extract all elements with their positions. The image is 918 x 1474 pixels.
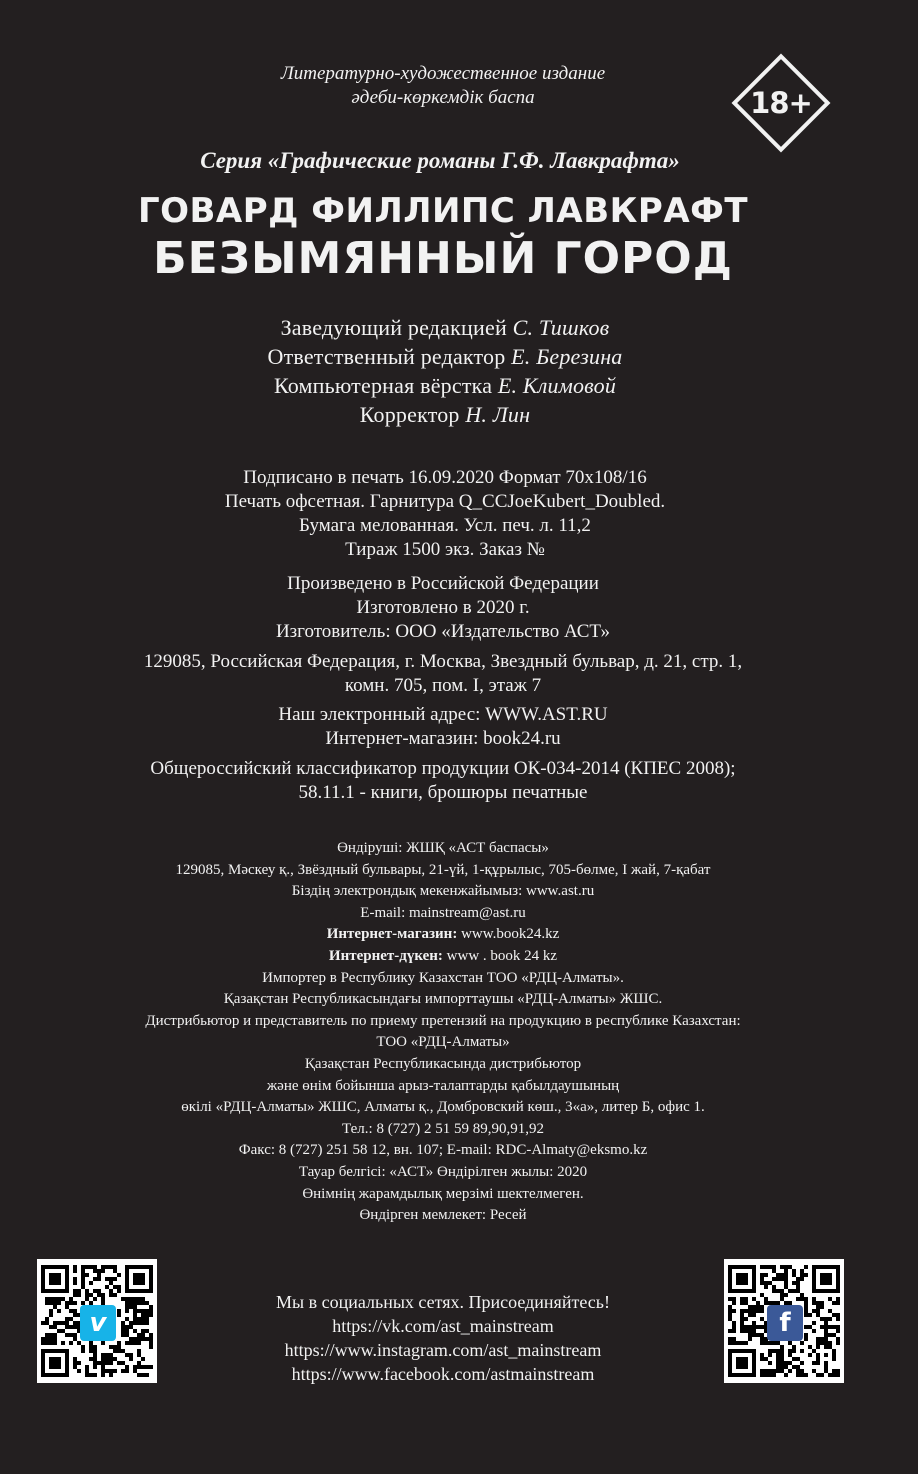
qr-code-left [37, 1259, 157, 1383]
credits-block [0, 313, 890, 429]
kz-shop-ru-value: www.book24.kz [461, 926, 560, 943]
kz-line: және өнім бойынша арыз-талаптарды қабылдаушының [266, 1077, 620, 1094]
edition-kz: әдеби-көркемдік баспа [351, 87, 535, 108]
contact-line: Интернет-магазин: book24.ru [325, 728, 561, 749]
kz-shop-kz [0, 946, 886, 968]
kz-line: Өндіруші: ЖШҚ «АСТ баспасы» [337, 840, 549, 856]
qr-code-right [724, 1259, 844, 1383]
series-title: Серия «Графические романы Г.Ф. Лавкрафта» [200, 148, 680, 173]
credit-role: Ответственный редактор [267, 344, 506, 369]
kz-shop-kz-value: www . book 24 kz [446, 947, 558, 964]
credit-row [0, 342, 890, 371]
kz-line: Дистрибьютор и представитель по приему претензий на продукцию в республике Казахстан: [145, 1012, 741, 1029]
address-block [0, 650, 886, 698]
kz-line: Тауар белгісі: «АСТ» Өндірілген жылы: 2020 [298, 1163, 588, 1180]
print-info-line: Подписано в печать 16.09.2020 Формат 70x108/16 [243, 467, 647, 488]
kz-line: Біздің электрондық мекенжайымыз: www.ast.ru [291, 883, 595, 900]
kz-shop-kz-label: Интернет-дүкен: [328, 947, 443, 964]
credit-person: С. Тишков [512, 315, 610, 340]
social-heading: Мы в социальных сетях. Присоединяйтесь! [276, 1292, 610, 1312]
credit-person: Е. Березина [511, 344, 623, 369]
credit-row [0, 371, 890, 400]
author-name: ГОВАРД ФИЛЛИПС ЛАВКРАФТ [137, 191, 749, 231]
credit-role: Компьютерная вёрстка [273, 373, 493, 398]
edition-ru: Литературно-художественное издание [280, 63, 606, 84]
credit-person: Н. Лин [465, 402, 531, 427]
kz-line: Факс: 8 (727) 251 58 12, вн. 107; E-mail: RDC-Almaty@eksmo.kz [238, 1142, 648, 1159]
kz-line: 129085, Мәскеу қ., Звёздный бульвары, 21-үй, 1-құрылыс, 705-бөлме, I жай, 7-қабат [175, 861, 711, 878]
credit-role: Корректор [359, 402, 460, 427]
production-block [0, 572, 886, 644]
credit-role: Заведующий редакцией [280, 315, 507, 340]
credit-row [0, 313, 890, 342]
kz-line: Қазақстан Республикасындағы импорттаушы «РДЦ-Алматы» ЖШС. [223, 991, 663, 1008]
kz-line: Өнімнің жарамдылық мерзімі шектелмеген. [302, 1185, 584, 1202]
production-line: Произведено в Российской Федерации [287, 573, 599, 594]
classifier-line: 58.11.1 - книги, брошюры печатные [298, 782, 588, 803]
contacts-block [0, 703, 886, 751]
address-line: комн. 705, пом. I, этаж 7 [344, 675, 542, 696]
kz-line: ТОО «РДЦ-Алматы» [376, 1034, 510, 1051]
kz-line: Тел.: 8 (727) 2 51 59 89,90,91,92 [342, 1120, 544, 1137]
credit-row [0, 400, 890, 429]
kz-shop-ru-label: Интернет-магазин: [326, 926, 458, 943]
facebook-icon: f [767, 1305, 803, 1341]
kz-line: Импортер в Республику Казахстан ТОО «РДЦ-Алматы». [262, 969, 624, 986]
kz-line: E-mail: mainstream@ast.ru [360, 904, 526, 921]
social-link-instagram[interactable]: https://www.instagram.com/ast_mainstream [284, 1340, 602, 1360]
kazakhstan-info-block [0, 838, 886, 1227]
address-line: 129085, Российская Федерация, г. Москва, Звездный бульвар, д. 21, стр. 1, [143, 651, 743, 672]
print-info-block [0, 466, 890, 562]
production-line: Изготовитель: ООО «Издательство АСТ» [275, 621, 611, 642]
social-link-vk[interactable]: https://vk.com/ast_mainstream [332, 1316, 554, 1336]
print-info-line: Тираж 1500 экз. Заказ № [345, 539, 545, 560]
production-line: Изготовлено в 2020 г. [356, 597, 530, 618]
kz-line: Қазақстан Республикасында дистрибьютор [304, 1055, 582, 1072]
edition-note [183, 62, 703, 110]
contact-line: Наш электронный адрес: WWW.AST.RU [278, 704, 608, 725]
credit-person: Е. Климовой [497, 373, 617, 398]
age-rating-label: 18+ [750, 86, 812, 120]
kz-line: өкілі «РДЦ-Алматы» ЖШС, Алматы қ., Домбровский көш., 3«а», литер Б, офис 1. [181, 1099, 705, 1116]
print-info-line: Печать офсетная. Гарнитура Q_CCJoeKubert_Doubled. [224, 491, 666, 512]
kz-shop-ru [0, 924, 886, 946]
print-info-line: Бумага мелованная. Усл. печ. л. 11,2 [299, 515, 591, 536]
classifier-line: Общероссийский классификатор продукции ОК-034-2014 (КПЕС 2008); [150, 758, 736, 779]
kz-line: Өндірген мемлекет: Ресей [359, 1207, 527, 1224]
book-title: БЕЗЫМЯННЫЙ ГОРОД [153, 233, 733, 284]
classifier-block [0, 757, 886, 805]
social-link-facebook[interactable]: https://www.facebook.com/astmainstream [291, 1364, 595, 1384]
vimeo-icon: v [80, 1305, 116, 1341]
